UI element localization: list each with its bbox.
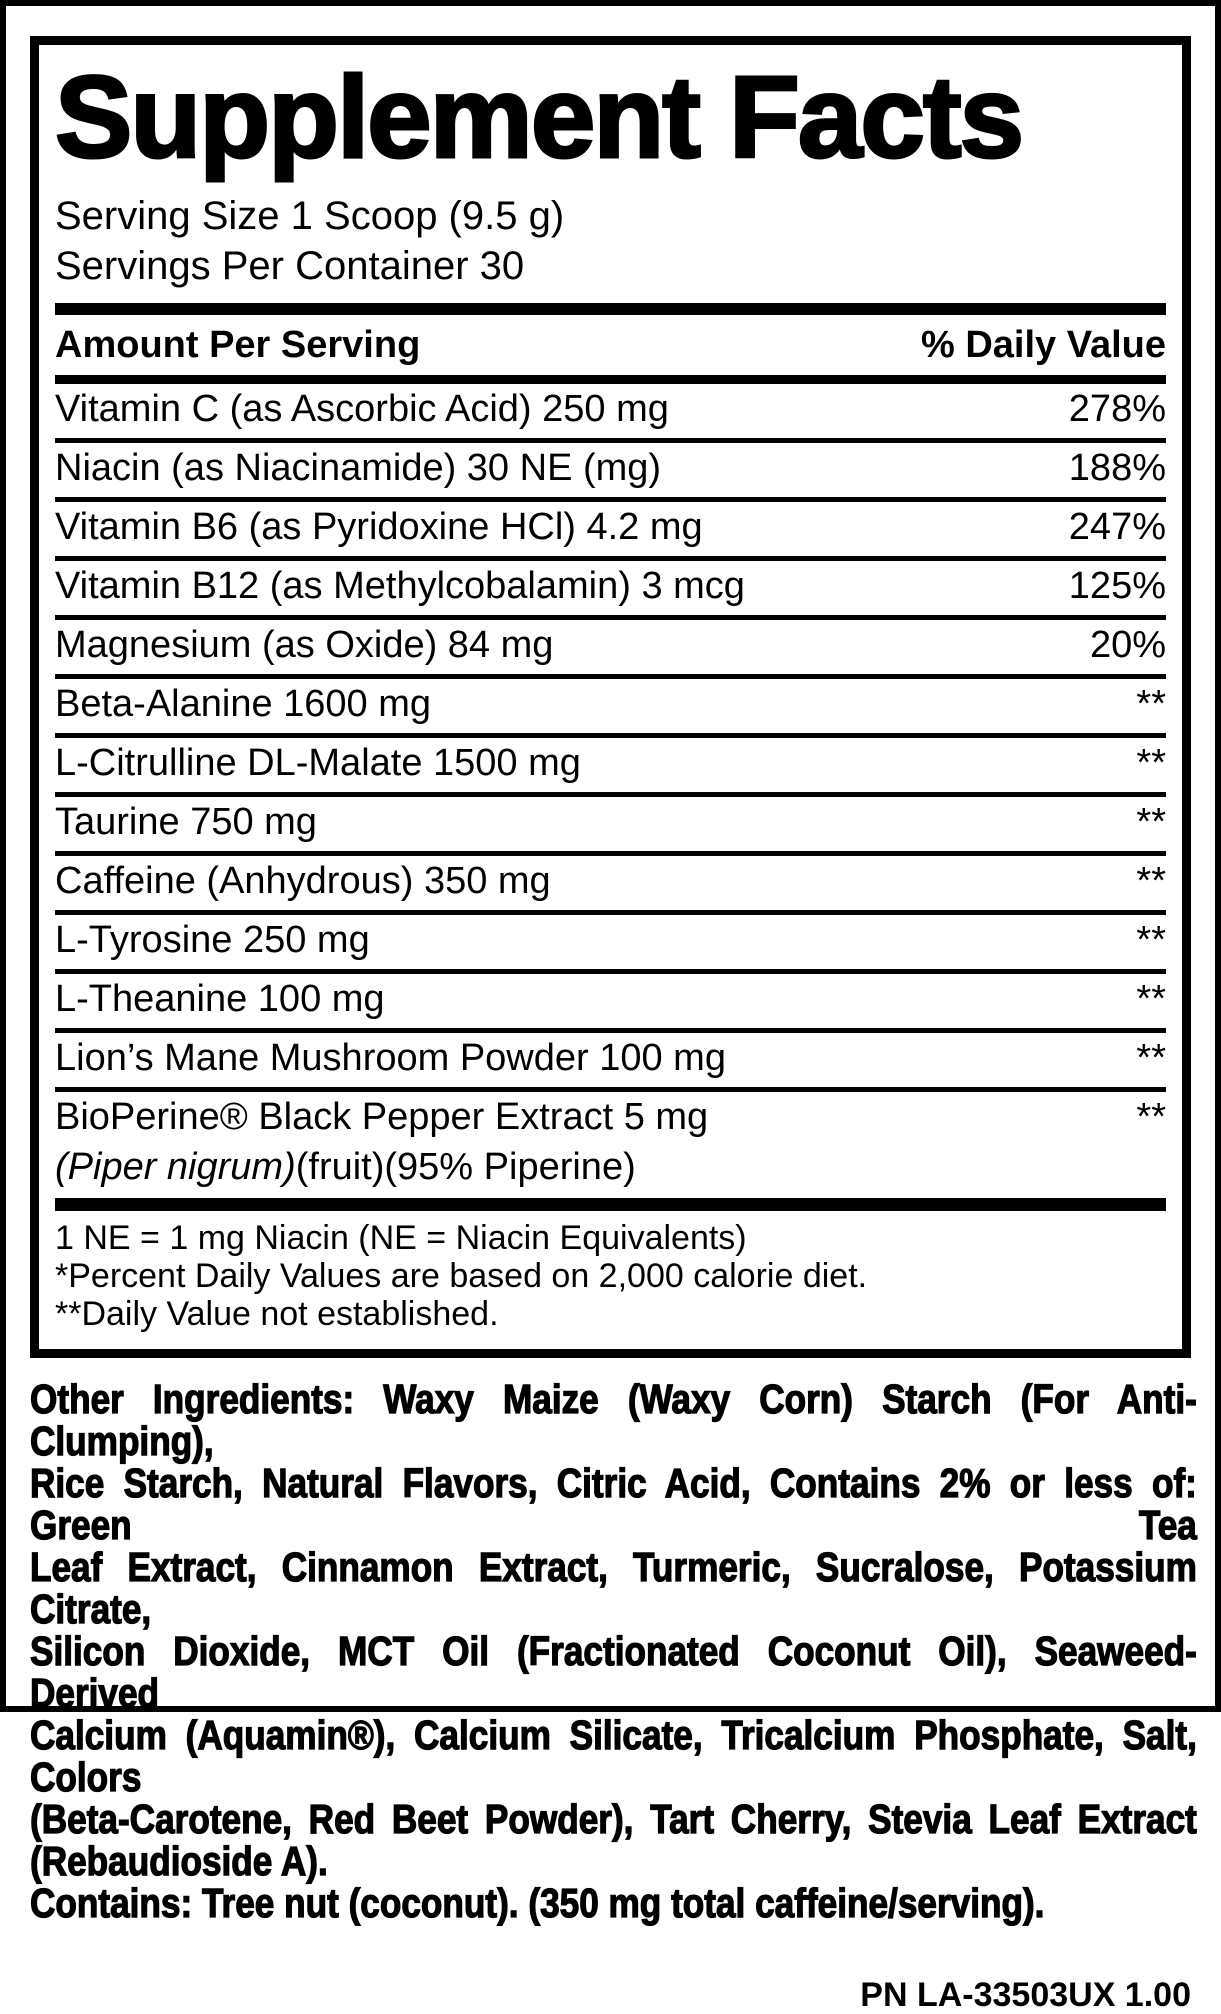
nutrient-daily-value: 278% (1068, 388, 1166, 430)
serving-size-line: Serving Size 1 Scoop (9.5 g) (55, 194, 565, 238)
daily-value-header: % Daily Value (920, 324, 1166, 366)
table-row (55, 679, 1166, 738)
other-ingredients-line-7: (Rebaudioside A). (30, 1838, 328, 1884)
contains-allergen-line: Contains: Tree nut (coconut). (350 mg total caffeine/serving). (30, 1880, 1045, 1926)
nutrient-name: BioPerine® Black Pepper Extract 5 mg (55, 1096, 709, 1138)
nutrient-name: Vitamin C (as Ascorbic Acid) 250 mg (55, 388, 669, 430)
supplement-facts-panel (30, 36, 1191, 1358)
nutrient-name: Vitamin B6 (as Pyridoxine HCl) 4.2 mg (55, 506, 703, 548)
nutrient-name: Vitamin B12 (as Methylcobalamin) 3 mcg (55, 565, 745, 607)
nutrient-name: Magnesium (as Oxide) 84 mg (55, 624, 554, 666)
footnote-dv-not-established: **Daily Value not established. (55, 1295, 499, 1333)
table-row (55, 620, 1166, 679)
table-row-main (55, 384, 1166, 438)
table-row (55, 1092, 1166, 1198)
table-row-main (55, 1033, 1166, 1087)
table-row-main (55, 915, 1166, 969)
table-row (55, 384, 1166, 443)
table-row (55, 1033, 1166, 1092)
table-row (55, 797, 1166, 856)
other-ingredients-line-2: Rice Starch, Natural Flavors, Citric Acid, Contains 2% or less of: Green Tea (30, 1460, 1197, 1548)
table-row (55, 443, 1166, 502)
table-header-row (55, 315, 1166, 375)
footnote-percent-daily-values: *Percent Daily Values are based on 2,000 calorie diet. (55, 1257, 868, 1295)
nutrient-name: Taurine 750 mg (55, 801, 317, 843)
table-row (55, 856, 1166, 915)
panel-title: Supplement Facts (55, 52, 1023, 182)
nutrient-daily-value: 188% (1068, 447, 1166, 489)
nutrient-daily-value: ** (1136, 919, 1166, 961)
nutrient-name: Caffeine (Anhydrous) 350 mg (55, 860, 551, 902)
nutrient-subline-latin-name: (Piper nigrum) (55, 1146, 296, 1188)
part-number: PN LA-33503UX 1.00 (860, 1976, 1191, 2014)
nutrient-daily-value: ** (1136, 683, 1166, 725)
table-row (55, 915, 1166, 974)
divider-above-footnotes (55, 1198, 1166, 1211)
table-row-main (55, 738, 1166, 792)
nutrient-subline-detail: (fruit)(95% Piperine) (295, 1146, 636, 1188)
nutrient-name: Lion’s Mane Mushroom Powder 100 mg (55, 1037, 726, 1079)
nutrient-name: Niacin (as Niacinamide) 30 NE (mg) (55, 447, 662, 489)
footnotes (55, 1211, 1166, 1337)
table-row (55, 974, 1166, 1033)
nutrient-rows (55, 384, 1166, 1198)
divider-under-header (55, 375, 1166, 384)
table-row (55, 561, 1166, 620)
other-ingredients-line-5: Calcium (Aquamin®), Calcium Silicate, Tricalcium Phosphate, Salt, Colors (30, 1712, 1197, 1800)
table-row-main (55, 856, 1166, 910)
nutrient-daily-value: ** (1136, 801, 1166, 843)
nutrient-daily-value: ** (1136, 1096, 1166, 1138)
nutrient-name: Beta-Alanine 1600 mg (55, 683, 432, 725)
servings-per-container-line: Servings Per Container 30 (55, 244, 525, 288)
table-row (55, 738, 1166, 797)
other-ingredients-line-3: Leaf Extract, Cinnamon Extract, Turmeric, Sucralose, Potassium Citrate, (30, 1544, 1197, 1632)
table-row-main (55, 620, 1166, 674)
nutrient-daily-value: ** (1136, 1037, 1166, 1079)
table-row-main (55, 443, 1166, 497)
other-ingredients-line-4: Silicon Dioxide, MCT Oil (Fractionated Coconut Oil), Seaweed-Derived (30, 1628, 1197, 1716)
table-row-main (55, 1092, 1166, 1146)
nutrient-name: L-Tyrosine 250 mg (55, 919, 370, 961)
table-row-main (55, 974, 1166, 1028)
serving-info (55, 191, 1166, 291)
nutrient-daily-value: ** (1136, 742, 1166, 784)
nutrient-daily-value: ** (1136, 860, 1166, 902)
table-row-main (55, 561, 1166, 615)
nutrient-daily-value: ** (1136, 978, 1166, 1020)
divider-above-header (55, 303, 1166, 315)
table-row-main (55, 502, 1166, 556)
footnote-niacin-equivalents: 1 NE = 1 mg Niacin (NE = Niacin Equivalents) (55, 1219, 747, 1257)
other-ingredients-line-1: Other Ingredients: Waxy Maize (Waxy Corn) Starch (For Anti-Clumping), (30, 1376, 1197, 1464)
table-row (55, 502, 1166, 561)
other-ingredients-line-6: (Beta-Carotene, Red Beet Powder), Tart Cherry, Stevia Leaf Extract (30, 1796, 1197, 1842)
nutrient-name: L-Citrulline DL-Malate 1500 mg (55, 742, 581, 784)
nutrient-name: L-Theanine 100 mg (55, 978, 385, 1020)
table-row-main (55, 797, 1166, 851)
nutrient-daily-value: 20% (1089, 624, 1166, 666)
nutrient-daily-value: 125% (1068, 565, 1166, 607)
amount-per-serving-header: Amount Per Serving (55, 324, 421, 366)
nutrient-daily-value: 247% (1068, 506, 1166, 548)
nutrient-subline (55, 1146, 1166, 1198)
table-row-main (55, 679, 1166, 733)
other-ingredients-section (30, 1378, 1197, 1924)
